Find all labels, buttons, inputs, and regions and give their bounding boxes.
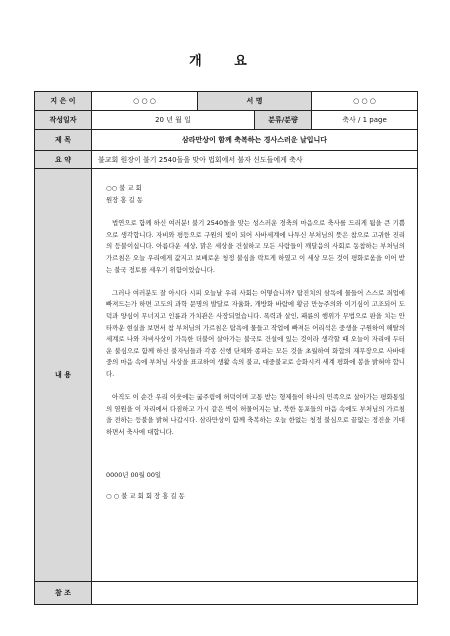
signature: ○ ○ 불 교 회 회 장 홍 길 동: [106, 491, 185, 500]
note-label: 참 조: [35, 582, 92, 605]
greeting-person: 원장 홍 길 동: [106, 195, 143, 204]
subject-row: [35, 130, 418, 151]
author-row: [35, 92, 418, 111]
paragraph-3: 아직도 이 순간 우리 이웃에는 굶주림에 허덕이며 고통 받는 형제들이 하나의 민족으로 살아가는 평화통일의 염원을 이 자리에서 다짐하고 가시 같은 벽이 허물어지는 날, 북한 동포들의 마음 속에도 부처님의 가르침을 전하는 등불을 밝혀 나갑시다. 삼라만상이 함께 축복하는 오늘 한없는 청정 불심으로 끝없는 정진을 기대하면서 축사에 대합니다.: [106, 393, 405, 436]
author-value: ○ ○ ○: [92, 92, 198, 111]
paragraph-1: 법연으로 함께 하신 여러분! 불기 2540돌을 맞는 성스러운 경축의 마음으로 축사를 드리게 됨을 큰 기쁨으로 생각합니다. 자비와 평등으로 구원의 빛이 되어 사바세계에 나투신 부처님의 뜻은 참으로 고귀한 진리의 등불이십니다. 아름다운 세상, 맑은 세상을 건설하고 모든 사람들이 깨달음의 사회로 동참하는 부처님의 가르침은 오늘 우리에게 값지고 보배로운 청정 불심을 락트게 하였고 이 세상 모든 것이 평화로움을 이어 받는 불국 정토를 세우기 위함이었습니다.: [106, 219, 405, 274]
paragraph-2: 그러나 여러분도 잘 아시다 시피 오늘날 우리 사회는 어떻습니까? 탐진치의 삼독에 물들어 스스로 죄업에 빠져드는가 하면 고도의 과학 문명의 발달로 자율화, 개방화 바람에 황금 만능주의와 이기심이 고조되어 도덕과 양심이 무너지고 인륜과 가치관은 사장되었습니다. 폭력과 살인, 패륜의 행위가 무법으로 판을 치는 안타까운 현실을 보면서 참 부처님의 가르침은 탐욕에 물들고 작업에 빠져든 어리석은 중생을 구원하여 해탈의 세계로 나와 자비사상이 가득한 더불어 살아가는 불국토 건설에 있는 것이라 생각할 때 오늘이 자리에 두터운 불심으로 함께 하신 불자님들과 각종 신행 단체와 종파는 모든 것을 초월하여 화합의 재무장으로 사바대중의 마음 속에 부처님 사상을 표교하여 생활 속의 불교, 대중불교로 승화시켜 세계 평화에 봉을 밝혀야 합니다.: [106, 288, 405, 378]
greeting-org: ○○ 불 교 회: [106, 184, 142, 192]
content-body: [92, 169, 418, 582]
category-value: 축사 / 1 page: [312, 111, 418, 130]
content-row: [35, 169, 418, 582]
summary-label: 요 약: [35, 151, 92, 169]
note-row: [35, 582, 418, 605]
date-label: 작성일자: [35, 111, 92, 130]
date-row: [35, 111, 418, 130]
subject-label: 제 목: [35, 130, 92, 151]
summary-row: [35, 151, 418, 169]
summary-value: 불교회 원장이 불기 2540돌을 맞아 법회에서 불자 신도들에게 축사: [92, 151, 418, 169]
date-value: 20 년 월 일: [92, 111, 255, 130]
author-label: 지 은 이: [35, 92, 92, 111]
overview-form: [34, 91, 418, 605]
name-label: 서 명: [198, 92, 312, 111]
content-label: 내 용: [35, 169, 92, 582]
page-title: 개 요: [189, 54, 261, 69]
date-line: 0000년 00월 00일: [106, 471, 162, 480]
category-label: 분류/분량: [255, 111, 312, 130]
note-value: [92, 582, 418, 605]
subject-value: 삼라만상이 함께 축복하는 경사스러운 날입니다: [92, 130, 418, 151]
name-value: ○ ○ ○: [312, 92, 418, 111]
